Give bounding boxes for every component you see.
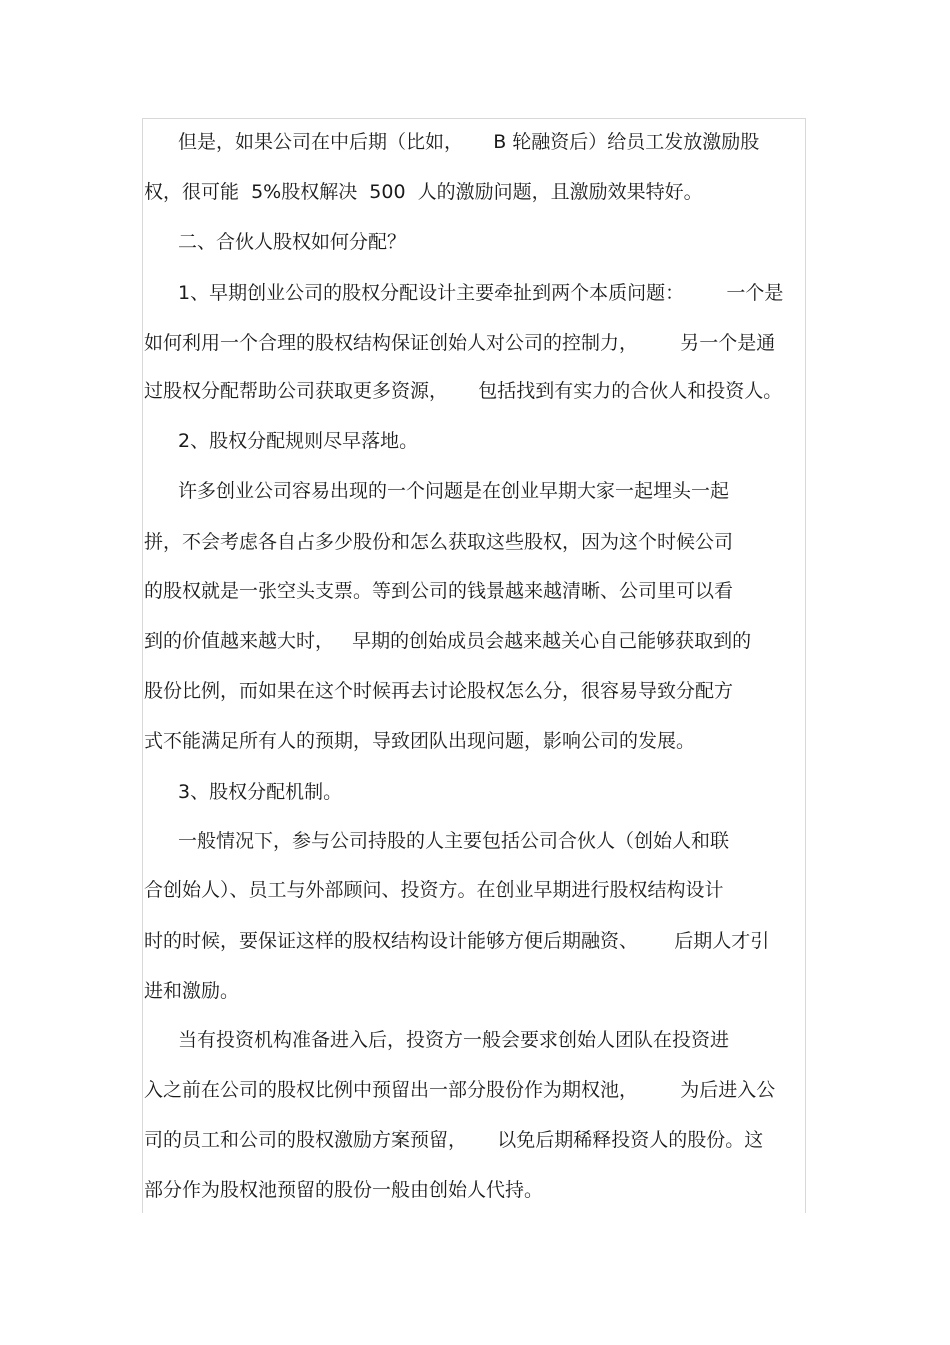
text-line: 的股权就是一张空头支票。等到公司的钱景越来越清晰、公司里可以看 [144,580,734,602]
subheading: 2、股权分配规则尽早落地。 [178,430,419,452]
text-line: 到的价值越来越大时， 早期的创始成员会越来越关心自己能够获取到的 [144,630,752,652]
text-line: 拼，不会考虑各自占多少股份和怎么获取这些股权，因为这个时候公司 [144,531,734,553]
text-line: 一般情况下，参与公司持股的人主要包括公司合伙人（创始人和联 [178,830,730,852]
subheading: 3、股权分配机制。 [178,781,343,803]
text-line: 1、早期创业公司的股权分配设计主要牵扯到两个本质问题： 一个是 [178,282,784,304]
text-line: 式不能满足所有人的预期，导致团队出现问题，影响公司的发展。 [144,730,696,752]
text-line: 股份比例，而如果在这个时候再去讨论股权怎么分，很容易导致分配方 [144,680,734,702]
text-line: 进和激励。 [144,980,240,1002]
text-line: 入之前在公司的股权比例中预留出一部分股份作为期权池， 为后进入公 [144,1079,776,1101]
text-line: 部分作为股权池预留的股份一般由创始人代持。 [144,1179,544,1201]
text-line: 如何利用一个合理的股权结构保证创始人对公司的控制力， 另一个是通 [144,332,776,354]
text-line: 但是，如果公司在中后期（比如， B 轮融资后）给员工发放激励股 [178,131,760,153]
text-line: 司的员工和公司的股权激励方案预留， 以免后期稀释投资人的股份。这 [144,1129,764,1151]
text-line: 权，很可能 5%股权解决 500 人的激励问题，且激励效果特好。 [144,181,703,203]
section-heading: 二、合伙人股权如何分配？ [178,231,407,253]
text-line: 时的时候，要保证这样的股权结构设计能够方便后期融资、 后期人才引 [144,930,770,952]
text-line: 当有投资机构准备进入后，投资方一般会要求创始人团队在投资进 [178,1029,730,1051]
text-line: 许多创业公司容易出现的一个问题是在创业早期大家一起埋头一起 [178,480,730,502]
text-line: 合创始人）、员工与外部顾问、投资方。在创业早期进行股权结构设计 [144,879,724,901]
text-line: 过股权分配帮助公司获取更多资源， 包括找到有实力的合伙人和投资人。 [144,380,783,402]
